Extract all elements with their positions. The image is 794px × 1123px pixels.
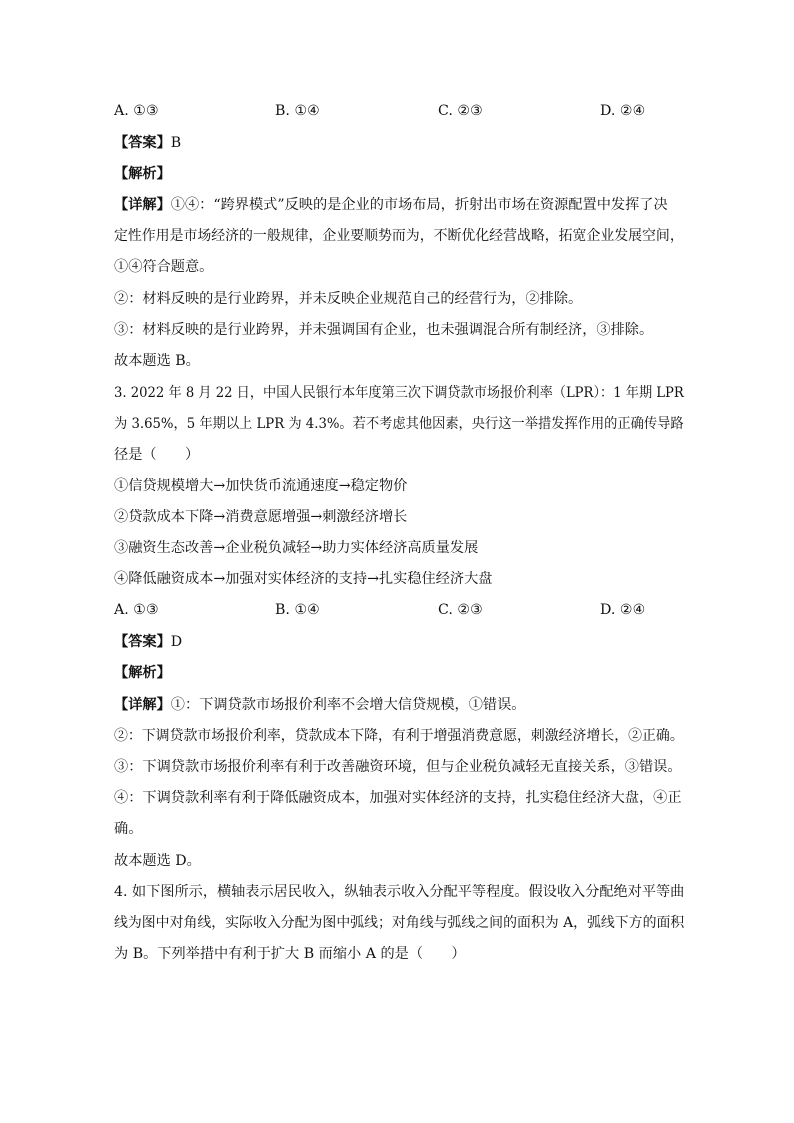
answer-value: B [170,135,182,151]
q2-option-d: D. ②④ [600,103,646,119]
q2-detail-line [114,196,668,214]
q3-conclusion: 故本题选 D。 [114,853,201,869]
q2-option-c: C. ②③ [438,103,483,119]
q4-stem-line: 线为图中对角线，实际收入分配为图中弧线；对角线与弧线之间的面积为 A，弧线下方的面积 [114,915,685,931]
detail-label: 【详解】 [114,197,171,213]
q3-stem-line: 为 3.65%，5 年期以上 LPR 为 4.3%。若不考虑其他因素，央行这一举措发挥作用的正确传导路 [114,416,684,432]
q3-detail-line: ④：下调贷款利率有利于降低融资成本，加强对实体经济的支持，扎实稳住经济大盘，④正 [114,790,682,806]
q2-analysis-label: 【解析】 [114,166,171,182]
detail-text: ①：下调贷款市场报价利率不会增大信贷规模，①错误。 [170,697,526,713]
q2-options [0,103,794,121]
q3-item: ①信贷规模增大→加快货币流通速度→稳定物价 [114,478,408,494]
q3-detail-line [114,696,525,714]
q3-option-b: B. ①④ [275,602,320,618]
q3-detail-line: 确。 [114,821,143,837]
q2-conclusion: 故本题选 B。 [114,353,200,369]
q3-item: ③融资生态改善→企业税负减轻→助力实体经济高质量发展 [114,540,479,556]
q2-answer [114,134,181,152]
q2-detail-line: ③：材料反映的是行业跨界，并未强调国有企业，也未强调混合所有制经济，③排除。 [114,322,654,338]
q4-stem-line: 为 B。下列举措中有利于扩大 B 而缩小 A 的是（ ） [114,946,466,962]
q2-detail-line: 定性作用是市场经济的一般规律，企业要顺势而为，不断优化经营战略，拓宽企业发展空间， [114,228,684,244]
q2-detail-line: ②：材料反映的是行业跨界，并未反映企业规范自己的经营行为，②排除。 [114,291,583,307]
q3-stem-line: 3. 2022 年 8 月 22 日，中国人民银行本年度第三次下调贷款市场报价利率（LPR）：1 年期 LPR [114,385,684,401]
q3-answer [114,633,182,651]
q3-item: ④降低融资成本→加强对实体经济的支持→扎实稳住经济大盘 [114,571,493,587]
detail-text: ①④：“跨界模式”反映的是企业的市场布局，折射出市场在资源配置中发挥了决 [170,197,668,213]
q3-detail-line: ②：下调贷款市场报价利率，贷款成本下降，有利于增强消费意愿，刺激经济增长，②正确。 [114,728,684,744]
q3-detail-line: ③：下调贷款市场报价利率有利于改善融资环境，但与企业税负减轻无直接关系，③错误。 [114,759,682,775]
q3-option-c: C. ②③ [438,602,483,618]
q4-stem-line: 4. 如下图所示，横轴表示居民收入，纵轴表示收入分配平等程度。假设收入分配绝对平等曲 [114,884,685,900]
q3-item: ②贷款成本下降→消费意愿增强→刺激经济增长 [114,509,408,525]
q2-detail-line: ①④符合题意。 [114,259,214,275]
q2-option-b: B. ①④ [275,103,320,119]
answer-label: 【答案】 [114,135,171,151]
q3-stem-line: 径是（ ） [114,447,200,463]
q3-analysis-label: 【解析】 [114,665,171,681]
q2-option-a: A. ①③ [114,103,159,119]
q3-option-a: A. ①③ [114,602,159,618]
answer-value: D [170,634,183,650]
detail-label: 【详解】 [114,697,171,713]
q3-option-d: D. ②④ [600,602,646,618]
answer-label: 【答案】 [114,634,171,650]
q3-options [0,602,794,620]
